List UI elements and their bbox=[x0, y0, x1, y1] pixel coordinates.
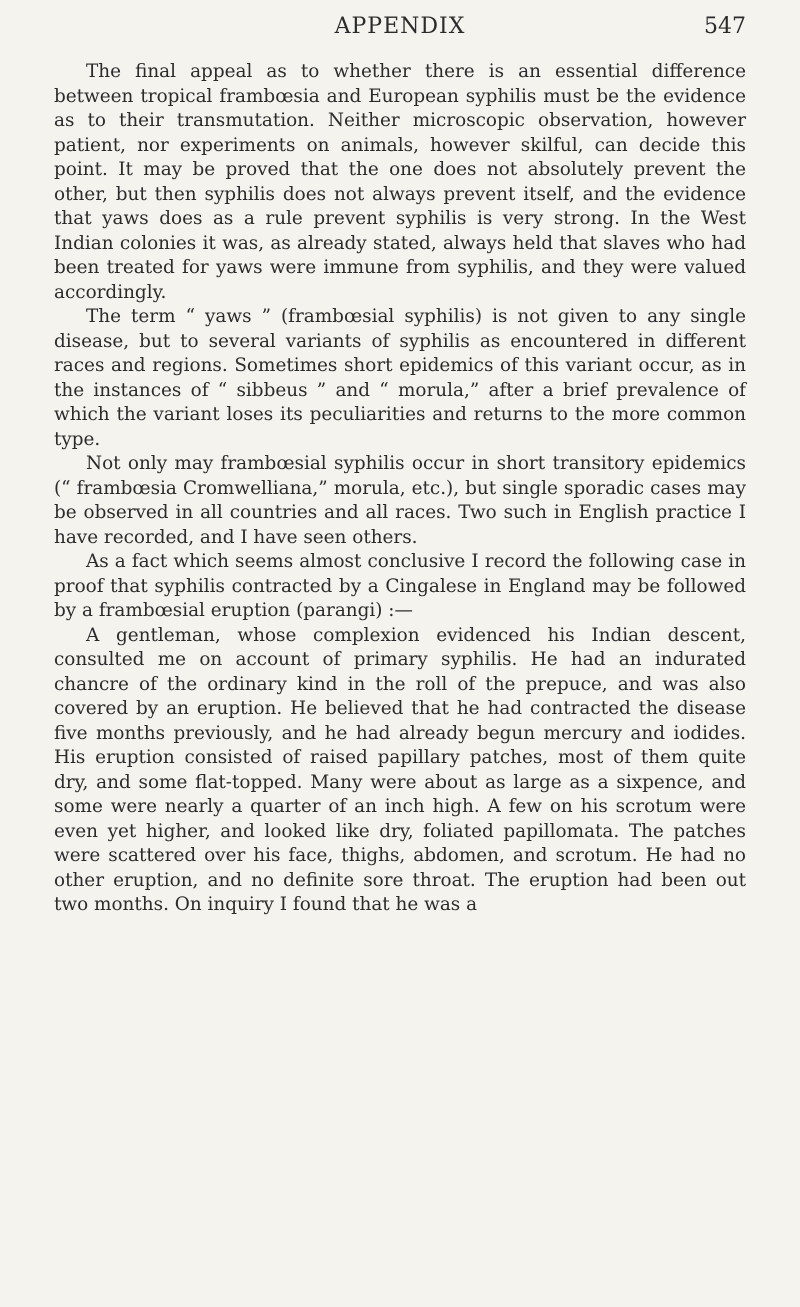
body-text bbox=[54, 60, 746, 918]
running-title: APPENDIX bbox=[334, 14, 466, 39]
paragraph-sporadic-cases: Not only may frambœsial syphilis occur in short transitory epidemics (“ frambœsia Cromwelliana,” morula, etc.), but single sporadic cases may be observed in all countries and all races. Two such in English practice I have recorded, and I have seen others. bbox=[54, 453, 746, 548]
paragraph-case-report: A gentleman, whose complexion evidenced his Indian descent, consulted me on account of primary syphilis. He had an indurated chancre of the ordinary kind in the roll of the prepuce, and was also covered by an eruption. He believed that he had contracted the disease five months previously, and he had already begun mercury and iodides. His eruption consisted of raised papillary patches, most of them quite dry, and some flat-topped. Many were about as large as a sixpence, and some were nearly a quarter of an inch high. A few on his scrotum were even yet higher, and looked like dry, foliated papillomata. The patches were scattered over his face, thighs, abdomen, and scrotum. He had no other eruption, and no definite sore throat. The eruption had been out two months. On inquiry I found that he was a bbox=[54, 624, 746, 915]
paragraph-transmutation: The final appeal as to whether there is an essential difference between tropical frambœsia and European syphilis must be the evidence as to their transmutation. Neither microscopic observation, however patient, nor experiments on animals, however skilful, can decide this point. It may be proved that the one does not absolutely prevent the other, but then syphilis does not always prevent itself, and the evidence that yaws does as a rule prevent syphilis is very strong. In the West Indian colonies it was, as already stated, always held that slaves who had been treated for yaws were immune from syphilis, and they were valued accordingly. bbox=[54, 61, 746, 303]
page-number: 547 bbox=[704, 14, 746, 39]
running-head bbox=[54, 12, 746, 42]
paragraph-term-yaws: The term “ yaws ” (frambœsial syphilis) is not given to any single disease, but to several variants of syphilis as encountered in different races and regions. Sometimes short epidemics of this variant occur, as in the instances of “ sibbeus ” and “ morula,” after a brief prevalence of which the variant loses its peculiarities and returns to the more common type. bbox=[54, 306, 746, 450]
paragraph-conclusive-case: As a fact which seems almost conclusive I record the following case in proof that syphilis contracted by a Cingalese in England may be followed by a frambœsial eruption (parangi) :— bbox=[54, 551, 746, 621]
